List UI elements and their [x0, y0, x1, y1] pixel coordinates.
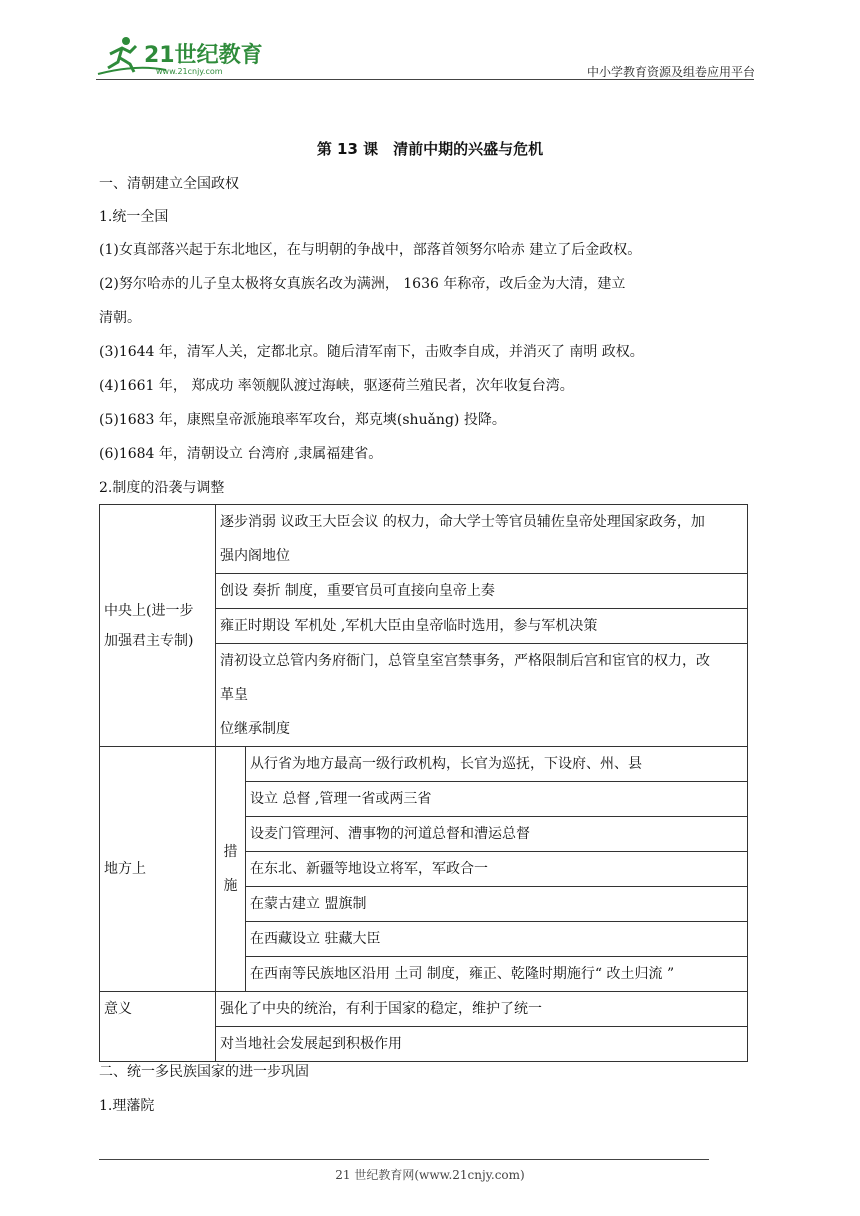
paragraph-line: (5)1683 年，康熙皇帝派施琅率军攻台，郑克塽(shuǎng) 投降。 — [99, 412, 506, 428]
footer-text: 21 世纪教育网(www.21cnjy.com) — [335, 1168, 525, 1182]
table-cell: 在蒙古建立 盟旗制 — [246, 887, 748, 922]
table-cell: 在西南等民族地区沿用 土司 制度，雍正、乾隆时期施行“ 改土归流 ” — [246, 957, 748, 992]
table-cell: 在东北、新疆等地设立将军，军政合一 — [246, 852, 748, 887]
system-table — [99, 504, 748, 1062]
header-divider — [96, 79, 754, 80]
logo-url: www.21cnjy.com — [156, 67, 223, 76]
paragraph-line: 清朝。 — [99, 310, 141, 326]
table-cell: 在西藏设立 驻藏大臣 — [246, 922, 748, 957]
paragraph-line: (6)1684 年，清朝设立 台湾府 ,隶属福建省。 — [99, 446, 383, 462]
logo-text: 21世纪教育 — [144, 43, 263, 68]
table-cell: 设立 总督 ,管理一省或两三省 — [246, 782, 748, 817]
page-title: 第 13 课 清前中期的兴盛与危机 — [316, 140, 544, 158]
table-label-measures: 措 施 — [216, 747, 246, 992]
header-platform-text: 中小学教育资源及组卷应用平台 — [586, 65, 755, 79]
table-cell: 创设 奏折 制度，重要官员可直接向皇帝上奏 — [216, 574, 748, 609]
paragraph-line: (1)女真部落兴起于东北地区，在与明朝的争战中，部落首领努尔哈赤 建立了后金政权。 — [99, 242, 642, 258]
footer-divider — [99, 1159, 709, 1160]
subheading: 1.统一全国 — [99, 209, 169, 225]
section-heading: 一、清朝建立全国政权 — [99, 176, 239, 192]
table-label-meaning: 意义 — [100, 992, 216, 1062]
table-cell: 对当地社会发展起到积极作用 — [216, 1027, 748, 1062]
table-label-local: 地方上 — [100, 747, 216, 992]
table-label-central: 中央上(进一步 加强君主专制) — [100, 505, 216, 747]
table-cell: 雍正时期设 军机处 ,军机大臣由皇帝临时选用，参与军机决策 — [216, 609, 748, 644]
table-cell: 清初设立总管内务府衙门，总管皇室宫禁事务，严格限制后宫和宦官的权力，改 革皇 位继承制度 — [216, 644, 748, 747]
table-cell: 从行省为地方最高一级行政机构，长官为巡抚，下设府、州、县 — [246, 747, 748, 782]
section-heading: 二、统一多民族国家的进一步巩固 — [99, 1064, 309, 1080]
paragraph-line: (4)1661 年， 郑成功 率领舰队渡过海峡，驱逐荷兰殖民者，次年收复台湾。 — [99, 378, 574, 394]
table-cell: 逐步消弱 议政王大臣会议 的权力，命大学士等官员辅佐皇帝处理国家政务，加 强内阁地位 — [216, 505, 748, 574]
subheading: 2.制度的沿袭与调整 — [99, 480, 225, 496]
table-cell: 设麦门管理河、漕事物的河道总督和漕运总督 — [246, 817, 748, 852]
table-cell: 强化了中央的统治，有利于国家的稳定，维护了统一 — [216, 992, 748, 1027]
subheading: 1.理藩院 — [99, 1098, 155, 1114]
paragraph-line: (3)1644 年，清军人关，定都北京。随后清军南下，击败李自成，并消灭了 南明 政权。 — [99, 344, 644, 360]
site-logo — [96, 34, 266, 76]
paragraph-line: (2)努尔哈赤的儿子皇太极将女真族名改为满洲， 1636 年称帝，改后金为大清，建立 — [99, 276, 626, 292]
